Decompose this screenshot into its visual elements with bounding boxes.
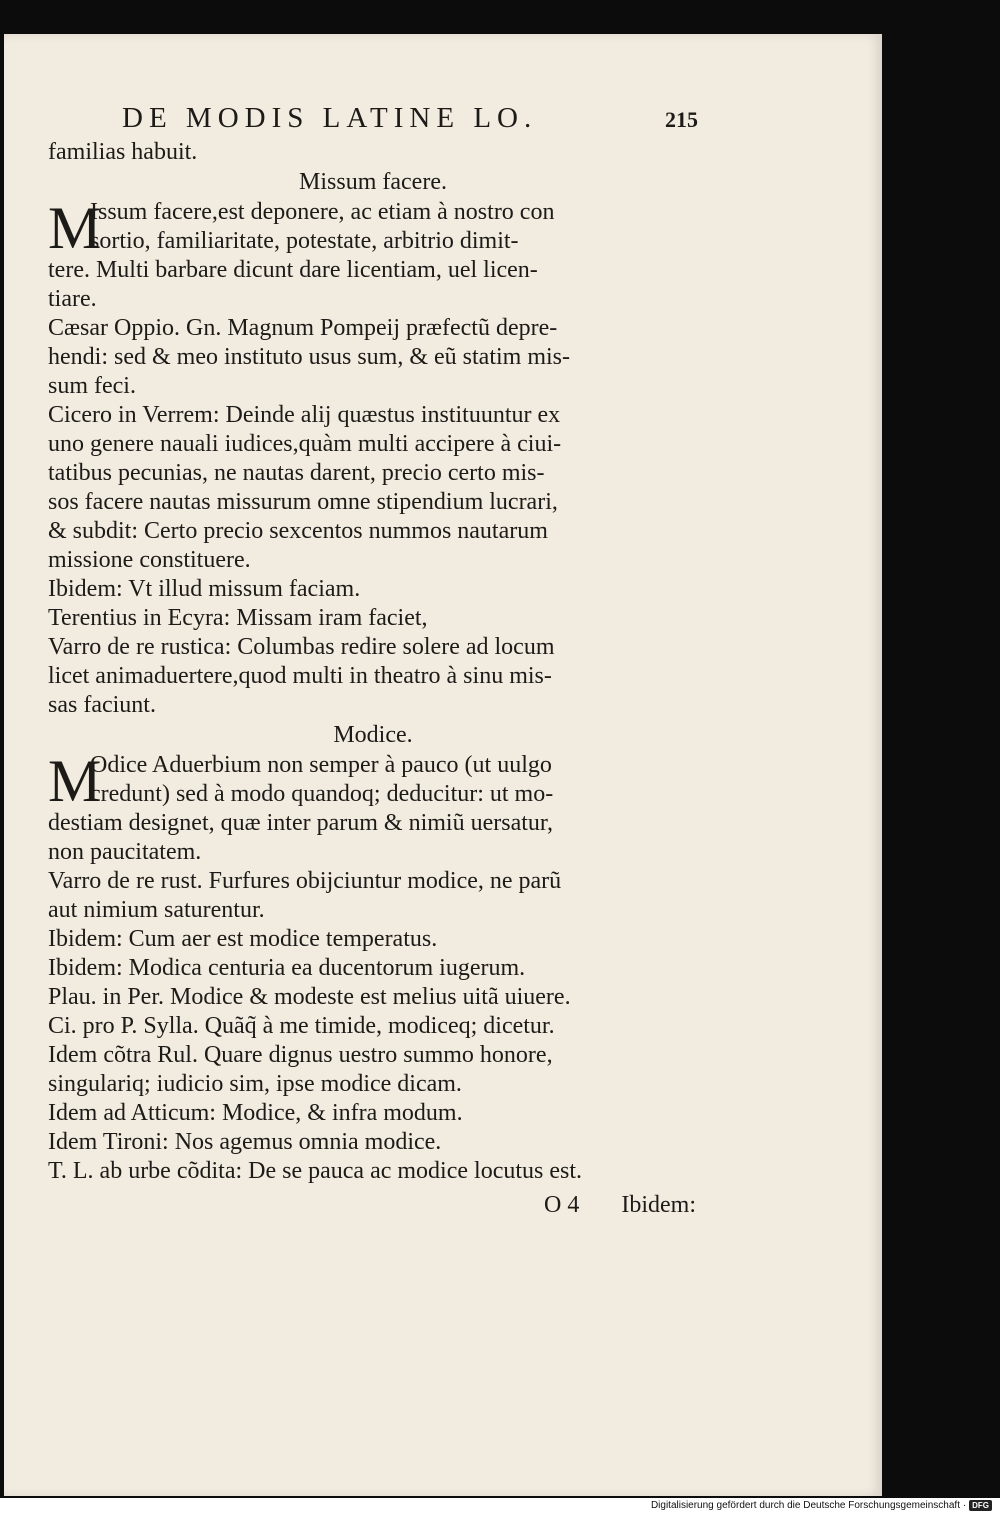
text-line: non paucitatem. bbox=[48, 839, 202, 865]
text-line: singulariq; iudicio sim, ipse modice dicam. bbox=[48, 1071, 462, 1097]
text-line: sos facere nautas missurum omne stipendium lucrari, bbox=[48, 489, 558, 515]
text-line: tiare. bbox=[48, 286, 97, 312]
text-line: destiam designet, quæ inter parum & nimiũ uersatur, bbox=[48, 810, 553, 836]
text-line: missione constituere. bbox=[48, 547, 251, 573]
text-block bbox=[48, 102, 698, 1220]
catchword: Ibidem: bbox=[621, 1192, 696, 1218]
text-line: credunt) sed à modo quandoq; deducitur: ut mo- bbox=[90, 781, 554, 807]
section-modice bbox=[48, 720, 698, 1186]
text-line: sas faciunt. bbox=[48, 692, 156, 718]
text-line: aut nimium saturentur. bbox=[48, 897, 265, 923]
initial-paragraph bbox=[48, 748, 698, 814]
text-line: Odice Aduerbium non semper à pauco (ut uulgo bbox=[90, 752, 552, 778]
text-line: Idem ad Atticum: Modice, & infra modum. bbox=[48, 1100, 463, 1126]
page-number: 215 bbox=[665, 107, 698, 132]
text-line: Varro de re rust. Furfures obijciuntur modice, ne parũ bbox=[48, 868, 562, 894]
text-line: familias habuit. bbox=[48, 139, 198, 165]
text-line: Issum facere,est deponere, ac etiam à nostro con bbox=[90, 199, 555, 225]
text-line: Ibidem: Modica centuria ea ducentorum iugerum. bbox=[48, 955, 526, 981]
signature-mark: O 4 bbox=[544, 1192, 580, 1218]
running-title: DE MODIS LATINE LO. bbox=[122, 102, 538, 134]
book-page bbox=[4, 34, 882, 1496]
text-line: Plau. in Per. Modice & modeste est melius uitã uiuere. bbox=[48, 984, 571, 1010]
text-line: Ibidem: Vt illud missum faciam. bbox=[48, 576, 361, 602]
text-line: Idem cõtra Rul. Quare dignus uestro summo honore, bbox=[48, 1042, 553, 1068]
text-line: Terentius in Ecyra: Missam iram faciet, bbox=[48, 605, 428, 631]
page-foot bbox=[48, 1190, 698, 1220]
text-line: Cæsar Oppio. Gn. Magnum Pompeij præfectũ depre- bbox=[48, 315, 558, 341]
text-line: & subdit: Certo precio sexcentos nummos nautarum bbox=[48, 518, 548, 544]
lines-before bbox=[48, 138, 698, 167]
text-line: tere. Multi barbare dicunt dare licentiam, uel licen- bbox=[48, 257, 538, 283]
running-head bbox=[122, 102, 698, 138]
text-line: tatibus pecunias, ne nautas darent, precio certo mis- bbox=[48, 460, 545, 486]
text-line: sum feci. bbox=[48, 373, 136, 399]
drop-cap: M bbox=[48, 748, 102, 814]
text-line: T. L. ab urbe cõdita: De se pauca ac modice locutus est. bbox=[48, 1158, 583, 1184]
funding-credit bbox=[651, 1500, 992, 1511]
text-line: Varro de re rustica: Columbas redire solere ad locum bbox=[48, 634, 555, 660]
credit-text: Digitalisierung gefördert durch die Deutsche Forschungsgemeinschaft · bbox=[650, 1500, 967, 1511]
text-line: hendi: sed & meo instituto usus sum, & eũ statim mis- bbox=[48, 344, 570, 370]
section-missum-facere bbox=[48, 167, 698, 720]
initial-paragraph bbox=[48, 195, 698, 261]
text-line: sortio, familiaritate, potestate, arbitrio dimit- bbox=[90, 228, 519, 254]
section-heading: Modice. bbox=[333, 722, 413, 748]
text-line: Ibidem: Cum aer est modice temperatus. bbox=[48, 926, 438, 952]
text-line: Ci. pro P. Sylla. Quãq̃ à me timide, modiceq; dicetur. bbox=[48, 1013, 555, 1039]
dfg-logo: DFG bbox=[969, 1500, 992, 1511]
section-heading: Missum facere. bbox=[299, 169, 447, 195]
text-line: Idem Tironi: Nos agemus omnia modice. bbox=[48, 1129, 442, 1155]
drop-cap: M bbox=[48, 195, 102, 261]
text-line: Cicero in Verrem: Deinde alij quæstus instituuntur ex bbox=[48, 402, 561, 428]
text-line: uno genere nauali iudices,quàm multi accipere à ciui- bbox=[48, 431, 562, 457]
text-line: licet animaduertere,quod multi in theatro à sinu mis- bbox=[48, 663, 552, 689]
